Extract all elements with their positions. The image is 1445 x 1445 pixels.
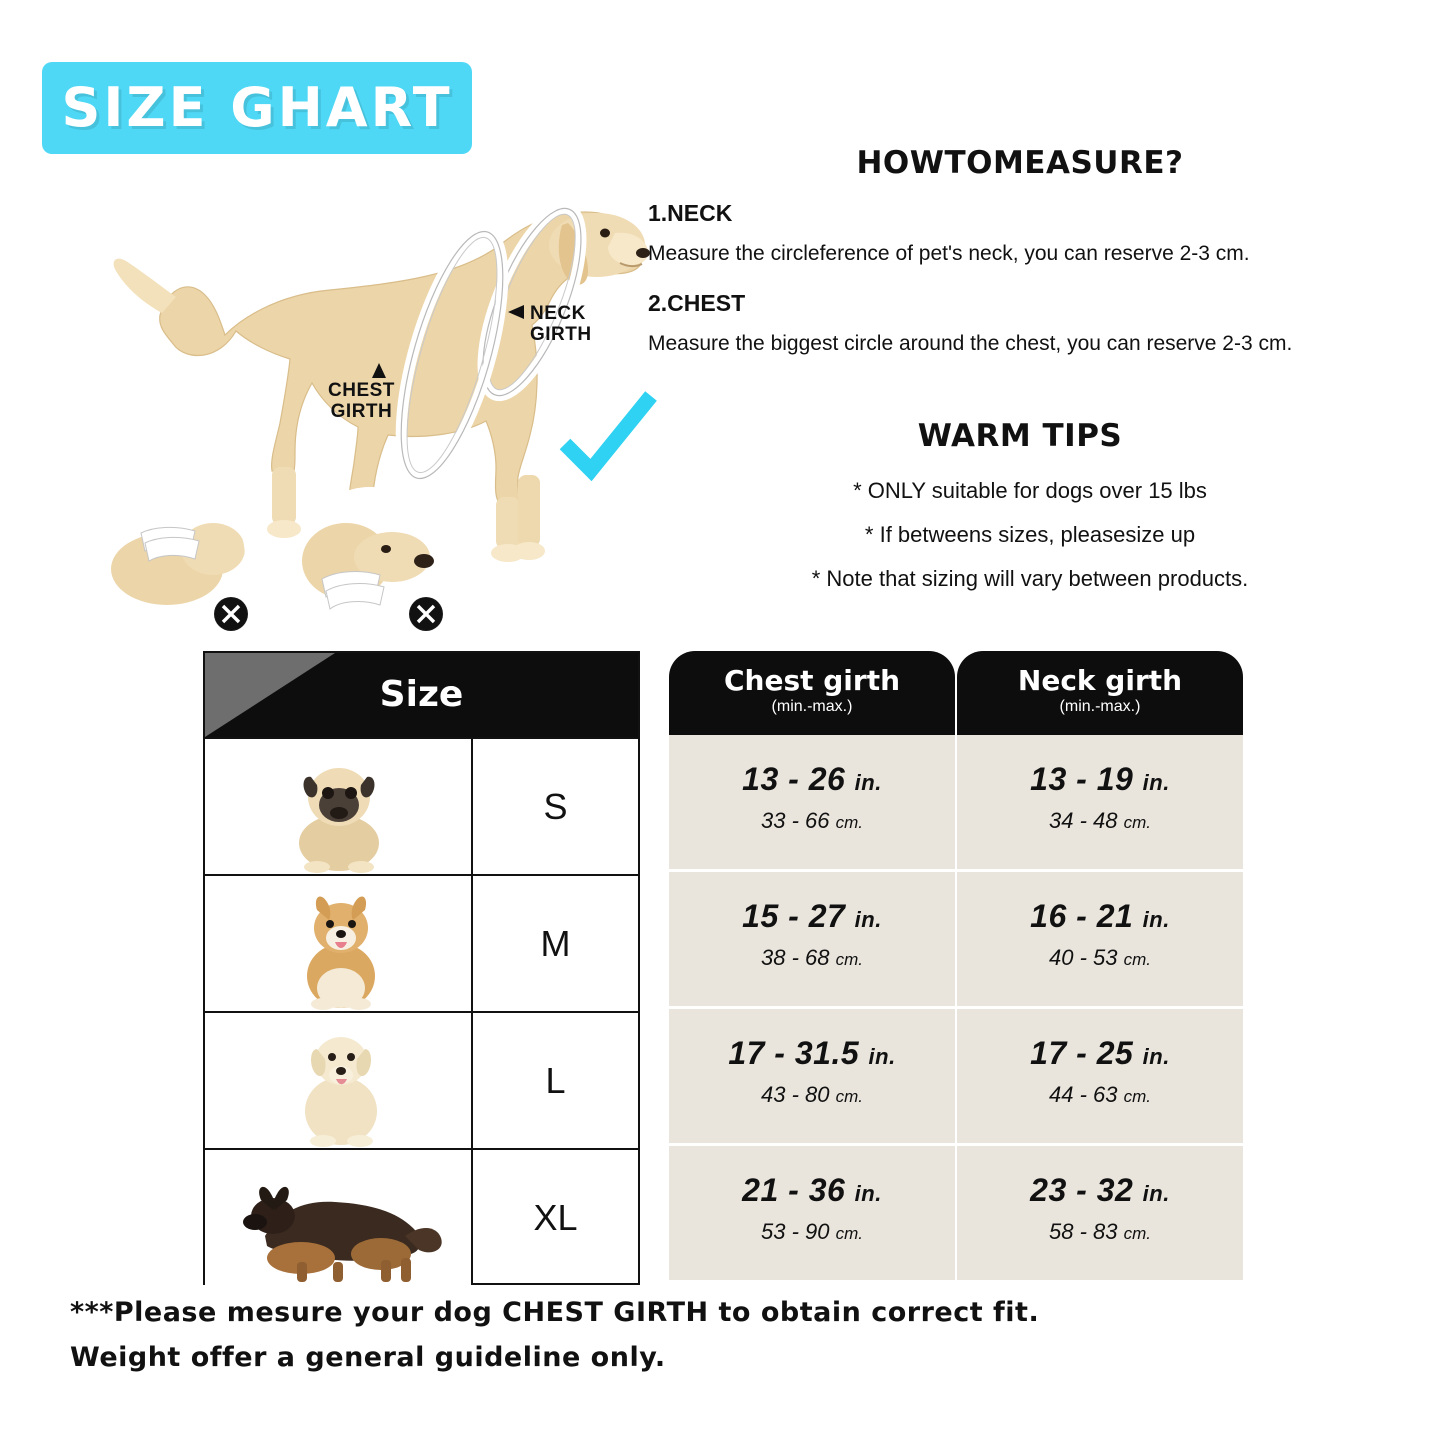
neck-pointer-icon (508, 303, 530, 321)
neck-cm-value-l: 44 - 63 (1048, 1082, 1118, 1107)
size-table (203, 651, 640, 1285)
table-row (205, 1011, 638, 1148)
x-mark-icon-1 (214, 597, 248, 631)
chest-girth-column (669, 651, 955, 1283)
size-value: L (545, 1060, 566, 1101)
table-row (205, 874, 638, 1011)
chest-girth-cell-l (669, 1009, 955, 1146)
neck-girth-cell-s (957, 735, 1243, 872)
warm-tip-3: * Note that sizing will vary between products. (811, 566, 1249, 591)
chest-girth-tape (352, 205, 552, 495)
neck-cm-unit-s: cm. (1123, 813, 1151, 832)
chest-in-value-m: 15 - 27 (742, 898, 846, 934)
neck-in-value-m: 16 - 21 (1030, 898, 1134, 934)
neck-girth-label (530, 303, 592, 345)
how-to-measure-item-2-body: Measure the biggest circle around the chest, you can reserve 2-3 cm. (648, 332, 1293, 355)
neck-cm-unit-l: cm. (1123, 1087, 1151, 1106)
dog-photo-shiba (205, 876, 473, 1011)
neck-cm-value-m: 40 - 53 (1048, 945, 1118, 970)
chest-girth-cell-s (669, 735, 955, 872)
dog-photo-pug (205, 739, 473, 874)
neck-in-unit-s: in. (1142, 770, 1170, 795)
footer-note-line-2: Weight offer a general guideline only. (70, 1342, 666, 1373)
neck-in-unit-l: in. (1142, 1044, 1170, 1069)
chest-cm-value-xl: 53 - 90 (760, 1219, 830, 1244)
how-to-measure-title: HOWTOMEASURE? (856, 145, 1184, 181)
neck-cm-unit-m: cm. (1123, 950, 1151, 969)
neck-girth-column (957, 651, 1243, 1283)
chest-in-unit-m: in. (854, 907, 882, 932)
checkmark-icon (555, 388, 660, 493)
neck-cm-unit-xl: cm. (1123, 1224, 1151, 1243)
chest-cm-unit-l: cm. (835, 1087, 863, 1106)
chest-in-value-l: 17 - 31.5 (728, 1035, 860, 1071)
neck-girth-header-title: Neck girth (1017, 664, 1183, 697)
neck-cm-value-xl: 58 - 83 (1048, 1219, 1118, 1244)
chest-cm-value-m: 38 - 68 (760, 945, 830, 970)
warm-tip-1: * ONLY suitable for dogs over 15 lbs (853, 478, 1207, 503)
neck-in-value-xl: 23 - 32 (1030, 1172, 1134, 1208)
neck-in-value-l: 17 - 25 (1030, 1035, 1134, 1071)
chest-girth-column-header (669, 651, 955, 735)
how-to-measure-item-1-body: Measure the circleference of pet's neck, you can reserve 2-3 cm. (648, 242, 1250, 265)
measurement-diagram (100, 105, 660, 635)
chest-cm-value-l: 43 - 80 (760, 1082, 830, 1107)
how-to-measure-item-2-head: 2.CHEST (648, 290, 746, 316)
chest-in-unit-l: in. (868, 1044, 896, 1069)
warm-tips-title: WARM TIPS (917, 418, 1123, 454)
size-value: XL (533, 1197, 578, 1238)
chest-in-unit-s: in. (854, 770, 882, 795)
neck-girth-label-line1: NECK (530, 303, 586, 324)
dog-photo-german-shepherd (205, 1150, 473, 1285)
warm-tip-2: * If betweens sizes, pleasesize up (864, 522, 1196, 547)
footer-note-line-1: ***Please mesure your dog CHEST GIRTH to obtain correct fit. (70, 1297, 1040, 1328)
chest-girth-label (328, 380, 395, 422)
size-value: S (543, 786, 568, 827)
chest-girth-label-line2: GIRTH (330, 401, 393, 422)
neck-girth-column-header (957, 651, 1243, 735)
chest-girth-header-title: Chest girth (723, 664, 901, 697)
chest-girth-cell-m (669, 872, 955, 1009)
size-table-header (205, 653, 638, 737)
chest-cm-unit-s: cm. (835, 813, 863, 832)
table-row (205, 737, 638, 874)
neck-in-unit-xl: in. (1142, 1181, 1170, 1206)
neck-girth-header-sub: (min.-max.) (1059, 698, 1141, 715)
neck-girth-cell-m (957, 872, 1243, 1009)
neck-in-value-s: 13 - 19 (1030, 761, 1134, 797)
neck-in-unit-m: in. (1142, 907, 1170, 932)
size-column-header-label: Size (379, 674, 464, 715)
chest-in-value-xl: 21 - 36 (742, 1172, 846, 1208)
chest-cm-unit-xl: cm. (835, 1224, 863, 1243)
neck-girth-cell-l (957, 1009, 1243, 1146)
chest-cm-value-s: 33 - 66 (760, 808, 830, 833)
neck-cm-value-s: 34 - 48 (1048, 808, 1118, 833)
chest-pointer-icon (370, 363, 390, 381)
how-to-measure-item-1-head: 1.NECK (648, 200, 733, 226)
chest-girth-header-sub: (min.-max.) (771, 698, 853, 715)
neck-girth-cell-xl (957, 1146, 1243, 1283)
x-mark-icon-2 (409, 597, 443, 631)
size-value: M (540, 923, 571, 964)
chest-in-unit-xl: in. (854, 1181, 882, 1206)
table-row (205, 1148, 638, 1285)
dog-photo-labrador (205, 1013, 473, 1148)
size-chart-badge-label: SIZE GHART (61, 76, 453, 139)
chest-girth-cell-xl (669, 1146, 955, 1283)
neck-girth-label-line2: GIRTH (530, 324, 592, 345)
chest-cm-unit-m: cm. (835, 950, 863, 969)
chest-girth-label-line1: CHEST (328, 380, 395, 401)
chest-in-value-s: 13 - 26 (742, 761, 846, 797)
